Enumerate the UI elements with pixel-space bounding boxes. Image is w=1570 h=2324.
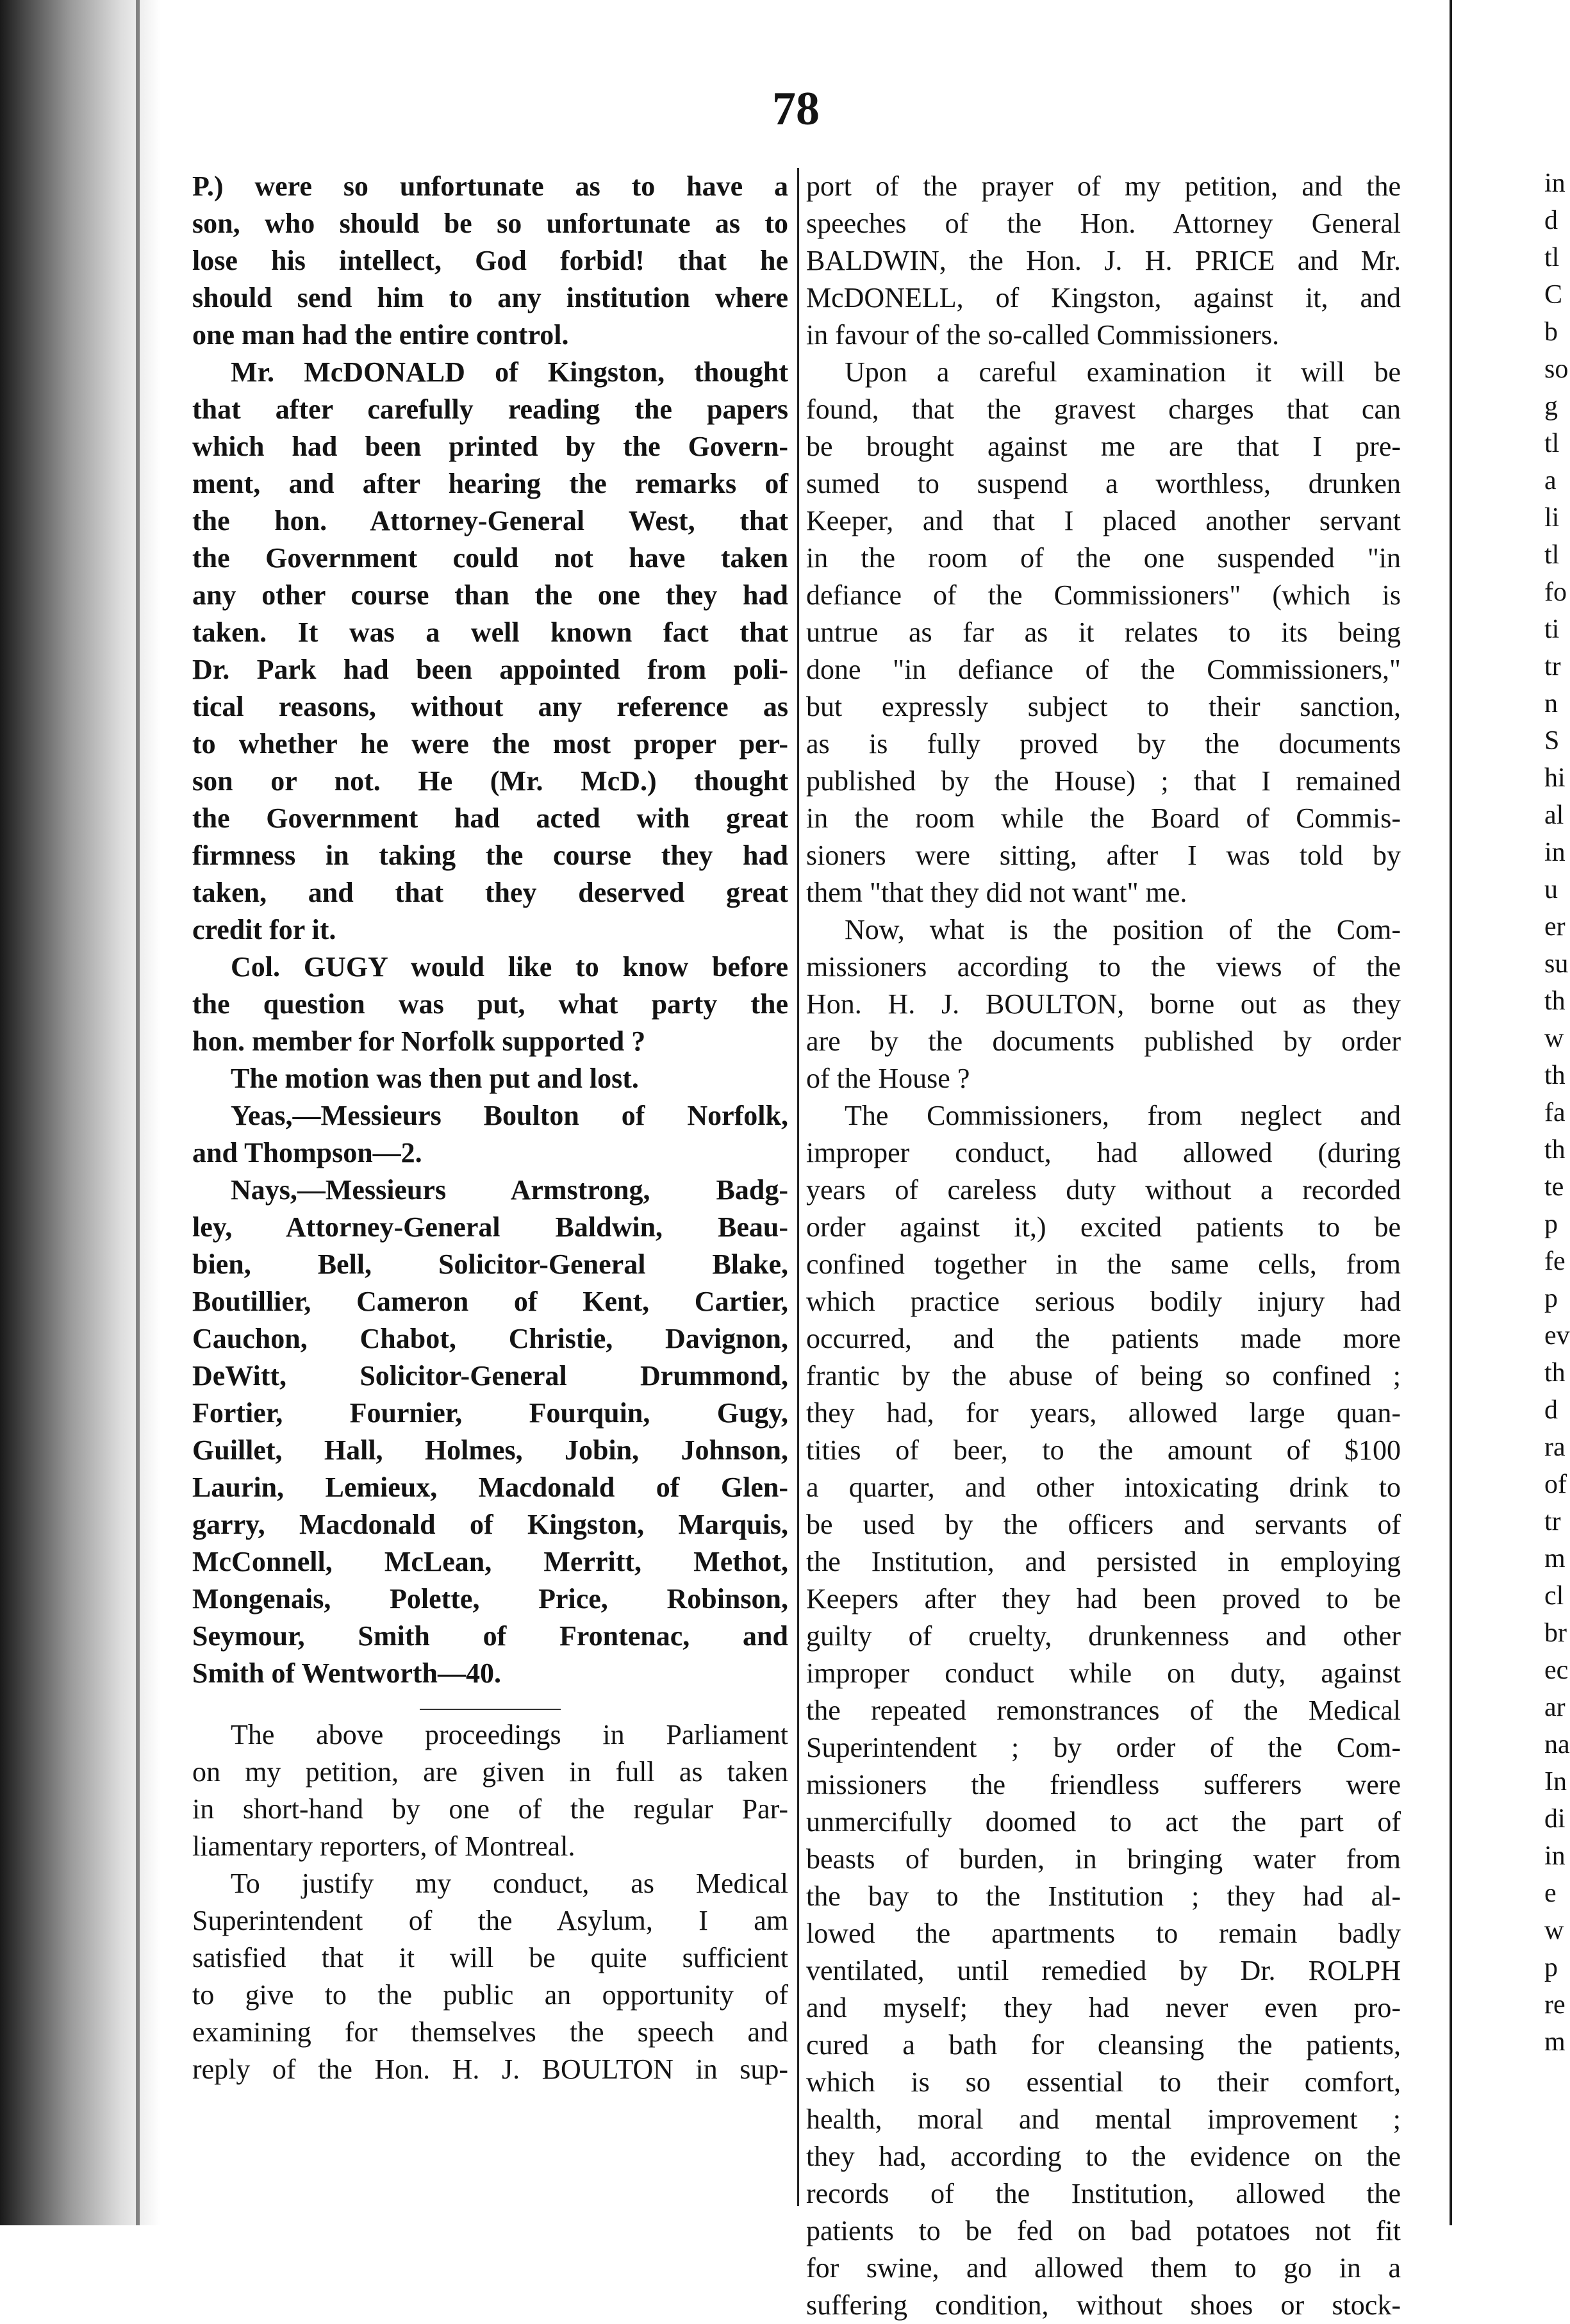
facing-page-fragment: a: [1544, 466, 1557, 495]
facing-page-fragment: tr: [1544, 1507, 1561, 1536]
facing-page-fragment: m: [1544, 2027, 1566, 2057]
left-column-line: the Government could not have taken: [192, 542, 788, 574]
left-column-line: and Thompson—2.: [192, 1137, 422, 1168]
left-column-line: taken, and that they deserved great: [192, 877, 788, 908]
facing-page-fragment: cl: [1544, 1581, 1564, 1611]
spine-edge: [136, 0, 140, 2225]
right-column-line: port of the prayer of my petition, and the: [806, 170, 1401, 202]
left-column-line: Superintendent of the Asylum, I am: [192, 1905, 788, 1936]
right-column-line: BALDWIN, the Hon. J. H. PRICE and Mr.: [806, 245, 1401, 276]
facing-page-fragment: hi: [1544, 763, 1566, 793]
facing-page-fragment: tl: [1544, 243, 1560, 272]
right-column-line: and myself; they had never even pro-: [806, 1992, 1401, 2023]
left-column-line: Smith of Wentworth—40.: [192, 1657, 501, 1689]
left-column-line: Fortier, Fournier, Fourquin, Gugy,: [192, 1397, 788, 1429]
right-column-line: they had, for years, allowed large quan-: [806, 1397, 1401, 1429]
right-column-line: speeches of the Hon. Attorney General: [806, 208, 1401, 239]
left-column-line: any other course than the one they had: [192, 579, 788, 611]
facing-page-fragment: n: [1544, 689, 1558, 718]
left-column-line: one man had the entire control.: [192, 319, 569, 351]
left-column-line: Yeas,—Messieurs Boulton of Norfolk,: [231, 1100, 788, 1131]
right-column-line: McDONELL, of Kingston, against it, and: [806, 282, 1401, 313]
left-column-line: garry, Macdonald of Kingston, Marquis,: [192, 1509, 788, 1540]
left-column-line: hon. member for Norfolk supported ?: [192, 1025, 646, 1057]
facing-page-fragment: S: [1544, 726, 1560, 756]
left-column-line: son or not. He (Mr. McD.) thought: [192, 765, 788, 797]
right-column-line: missioners the friendless sufferers were: [806, 1769, 1401, 1800]
left-column-line: to give to the public an opportunity of: [192, 1979, 788, 2011]
right-column-line: a quarter, and other intoxicating drink to: [806, 1472, 1401, 1503]
right-column-line: lowed the apartments to remain badly: [806, 1918, 1401, 1949]
page-number: 78: [772, 83, 820, 135]
left-column-line: Mongenais, Polette, Price, Robinson,: [192, 1583, 788, 1614]
left-column-line: reply of the Hon. H. J. BOULTON in sup-: [192, 2054, 788, 2085]
facing-page-fragment: er: [1544, 912, 1566, 942]
right-column-line: in favour of the so-called Commissioners.: [806, 319, 1280, 351]
facing-page-fragment: th: [1544, 1358, 1566, 1388]
right-column-line: they had, according to the evidence on the: [806, 2141, 1401, 2172]
left-column-line: on my petition, are given in full as taken: [192, 1756, 788, 1788]
facing-page-fragment: ec: [1544, 1656, 1569, 1685]
right-column-line: found, that the gravest charges that can: [806, 394, 1401, 425]
facing-page-fragment: b: [1544, 317, 1558, 347]
facing-page-fragment: g: [1544, 392, 1558, 421]
left-column-line: the Government had acted with great: [192, 802, 788, 834]
left-column-line: DeWitt, Solicitor-General Drummond,: [192, 1360, 788, 1391]
facing-page-fragment: of: [1544, 1470, 1567, 1499]
right-column-line: patients to be fed on bad potatoes not fit: [806, 2215, 1401, 2246]
left-column-line: Cauchon, Chabot, Christie, Davignon,: [192, 1323, 788, 1354]
left-column-line: son, who should be so unfortunate as to: [192, 208, 788, 239]
facing-page-fragment: te: [1544, 1172, 1564, 1202]
facing-page-fragment: w: [1544, 1024, 1564, 1053]
left-column-line: Dr. Park had been appointed from poli-: [192, 654, 788, 685]
right-column-line: done "in defiance of the Commissioners,": [806, 654, 1401, 685]
left-column-line: Boutillier, Cameron of Kent, Cartier,: [192, 1286, 788, 1317]
right-column-line: records of the Institution, allowed the: [806, 2178, 1401, 2209]
left-column-line: Col. GUGY would like to know before: [231, 951, 788, 983]
facing-page-fragment: w: [1544, 1916, 1564, 1945]
left-column-line: liamentary reporters, of Montreal.: [192, 1830, 575, 1862]
facing-page-fragment: p: [1544, 1953, 1558, 1982]
facing-page-fragment: p: [1544, 1209, 1558, 1239]
left-column-line: to whether he were the most proper per-: [192, 728, 788, 759]
left-column-line: lose his intellect, God forbid! that he: [192, 245, 788, 276]
right-column-line: sumed to suspend a worthless, drunken: [806, 468, 1401, 499]
left-column-line: credit for it.: [192, 914, 336, 945]
right-column-line: confined together in the same cells, from: [806, 1249, 1401, 1280]
left-column-line: To justify my conduct, as Medical: [231, 1868, 788, 1899]
right-column-line: but expressly subject to their sanction,: [806, 691, 1401, 722]
left-column-line: Nays,—Messieurs Armstrong, Badg-: [231, 1174, 788, 1206]
section-rule: [420, 1709, 561, 1710]
right-column-line: improper conduct, had allowed (during: [806, 1137, 1401, 1168]
left-column-line: satisfied that it will be quite sufficient: [192, 1942, 788, 1973]
left-column-line: which had been printed by the Govern-: [192, 431, 788, 462]
left-column-line: ment, and after hearing the remarks of: [192, 468, 788, 499]
facing-page-fragment: di: [1544, 1804, 1566, 1834]
right-column-line: as is fully proved by the documents: [806, 728, 1401, 759]
facing-page-fragment: in: [1544, 169, 1566, 198]
facing-page-fragment: tl: [1544, 429, 1560, 458]
left-column-line: The above proceedings in Parliament: [231, 1719, 788, 1750]
facing-page-fragment: br: [1544, 1618, 1567, 1648]
left-column-line: that after carefully reading the papers: [192, 394, 788, 425]
right-column-line: the Institution, and persisted in employing: [806, 1546, 1401, 1577]
facing-page-fragment: d: [1544, 206, 1558, 235]
right-column-line: in the room while the Board of Commis-: [806, 802, 1401, 834]
right-column-line: untrue as far as it relates to its being: [806, 617, 1401, 648]
left-column-line: examining for themselves the speech and: [192, 2016, 788, 2048]
facing-page-fragment: th: [1544, 1061, 1566, 1090]
facing-page-fragment: d: [1544, 1395, 1558, 1425]
facing-page-fragment: In: [1544, 1767, 1567, 1797]
right-column-line: defiance of the Commissioners" (which is: [806, 579, 1401, 611]
right-column-line: frantic by the abuse of being so confined ;: [806, 1360, 1401, 1391]
right-column-line: occurred, and the patients made more: [806, 1323, 1401, 1354]
left-column-line: bien, Bell, Solicitor-General Blake,: [192, 1249, 788, 1280]
right-column-line: suffering condition, without shoes or stock-: [806, 2289, 1401, 2321]
facing-page-fragment: C: [1544, 280, 1563, 310]
right-column-line: beasts of burden, in bringing water from: [806, 1843, 1401, 1875]
right-column-line: ventilated, until remedied by Dr. ROLPH: [806, 1955, 1401, 1986]
right-column-line: of the House ?: [806, 1063, 970, 1094]
facing-page-fragment: ar: [1544, 1693, 1566, 1722]
right-column-line: which practice serious bodily injury had: [806, 1286, 1401, 1317]
facing-page-fragment: in: [1544, 838, 1566, 867]
facing-page-fragment: fo: [1544, 577, 1567, 607]
facing-page-fragment: fe: [1544, 1247, 1566, 1276]
right-column-line: improper conduct while on duty, against: [806, 1657, 1401, 1689]
right-column-line: Keeper, and that I placed another servant: [806, 505, 1401, 536]
facing-page-fragment: fa: [1544, 1098, 1566, 1127]
right-column-line: Hon. H. J. BOULTON, borne out as they: [806, 988, 1401, 1020]
right-column-line: guilty of cruelty, drunkenness and other: [806, 1620, 1401, 1652]
left-column-line: The motion was then put and lost.: [231, 1063, 639, 1094]
facing-page-fragment: so: [1544, 354, 1569, 384]
left-column-line: McConnell, McLean, Merritt, Methot,: [192, 1546, 788, 1577]
right-column-line: Now, what is the position of the Com-: [845, 914, 1401, 945]
right-column-line: Upon a careful examination it will be: [845, 356, 1401, 388]
left-column-line: Guillet, Hall, Holmes, Jobin, Johnson,: [192, 1434, 788, 1466]
facing-page-fragment: tr: [1544, 652, 1561, 681]
right-column-line: health, moral and mental improvement ;: [806, 2104, 1401, 2135]
right-column-line: The Commissioners, from neglect and: [845, 1100, 1401, 1131]
left-column-line: firmness in taking the course they had: [192, 840, 788, 871]
left-column-line: P.) were so unfortunate as to have a: [192, 170, 788, 202]
right-column-line: Keepers after they had been proved to be: [806, 1583, 1401, 1614]
facing-page-fragment: u: [1544, 875, 1558, 904]
left-column-line: Laurin, Lemieux, Macdonald of Glen-: [192, 1472, 788, 1503]
left-column-line: the question was put, what party the: [192, 988, 788, 1020]
left-column-line: ley, Attorney-General Baldwin, Beau-: [192, 1211, 788, 1243]
facing-page-fragment: th: [1544, 986, 1566, 1016]
right-column-line: the bay to the Institution ; they had al-: [806, 1880, 1401, 1912]
right-column-line: them "that they did not want" me.: [806, 877, 1187, 908]
right-column-line: published by the House) ; that I remained: [806, 765, 1401, 797]
facing-page-fragment: su: [1544, 949, 1569, 979]
right-column-line: for swine, and allowed them to go in a: [806, 2252, 1401, 2284]
right-column-line: sioners were sitting, after I was told by: [806, 840, 1401, 871]
right-column-line: in the room of the one suspended "in: [806, 542, 1401, 574]
facing-page-fragment: e: [1544, 1879, 1557, 1908]
facing-page-fragment: p: [1544, 1284, 1558, 1313]
left-column-line: in short-hand by one of the regular Par-: [192, 1793, 788, 1825]
right-column-line: order against it,) excited patients to be: [806, 1211, 1401, 1243]
facing-page-fragment: ra: [1544, 1432, 1566, 1462]
facing-page-fragment: in: [1544, 1841, 1566, 1871]
right-column-line: Superintendent ; by order of the Com-: [806, 1732, 1401, 1763]
left-column-line: Mr. McDONALD of Kingston, thought: [231, 356, 788, 388]
facing-page-fragment: tl: [1544, 540, 1560, 570]
facing-page-fragment: al: [1544, 801, 1564, 830]
right-column-line: cured a bath for cleansing the patients,: [806, 2029, 1401, 2061]
right-column-line: be brought against me are that I pre-: [806, 431, 1401, 462]
left-text-column: [192, 168, 788, 2088]
right-column-line: be used by the officers and servants of: [806, 1509, 1401, 1540]
right-column-line: missioners according to the views of the: [806, 951, 1401, 983]
right-text-column: [806, 168, 1401, 2324]
facing-page-fragment: m: [1544, 1544, 1566, 1573]
right-column-line: the repeated remonstrances of the Medical: [806, 1695, 1401, 1726]
left-column-line: should send him to any institution where: [192, 282, 788, 313]
facing-page-fragment: th: [1544, 1135, 1566, 1165]
facing-page-fragment: li: [1544, 503, 1560, 533]
facing-page-fragment: re: [1544, 1990, 1566, 2020]
left-column-line: tical reasons, without any reference as: [192, 691, 788, 722]
right-column-line: tities of beer, to the amount of $100: [806, 1434, 1401, 1466]
right-column-line: which is so essential to their comfort,: [806, 2066, 1401, 2098]
right-column-line: years of careless duty without a recorded: [806, 1174, 1401, 1206]
facing-page-fragment: ev: [1544, 1321, 1570, 1350]
left-column-line: Seymour, Smith of Frontenac, and: [192, 1620, 788, 1652]
column-divider: [797, 168, 799, 2206]
left-column-line: taken. It was a well known fact that: [192, 617, 788, 648]
left-column-line: the hon. Attorney-General West, that: [192, 505, 788, 536]
right-column-line: unmercifully doomed to act the part of: [806, 1806, 1401, 1838]
facing-page-fragment: ti: [1544, 615, 1560, 644]
facing-page-fragment: na: [1544, 1730, 1570, 1759]
right-column-line: are by the documents published by order: [806, 1025, 1401, 1057]
